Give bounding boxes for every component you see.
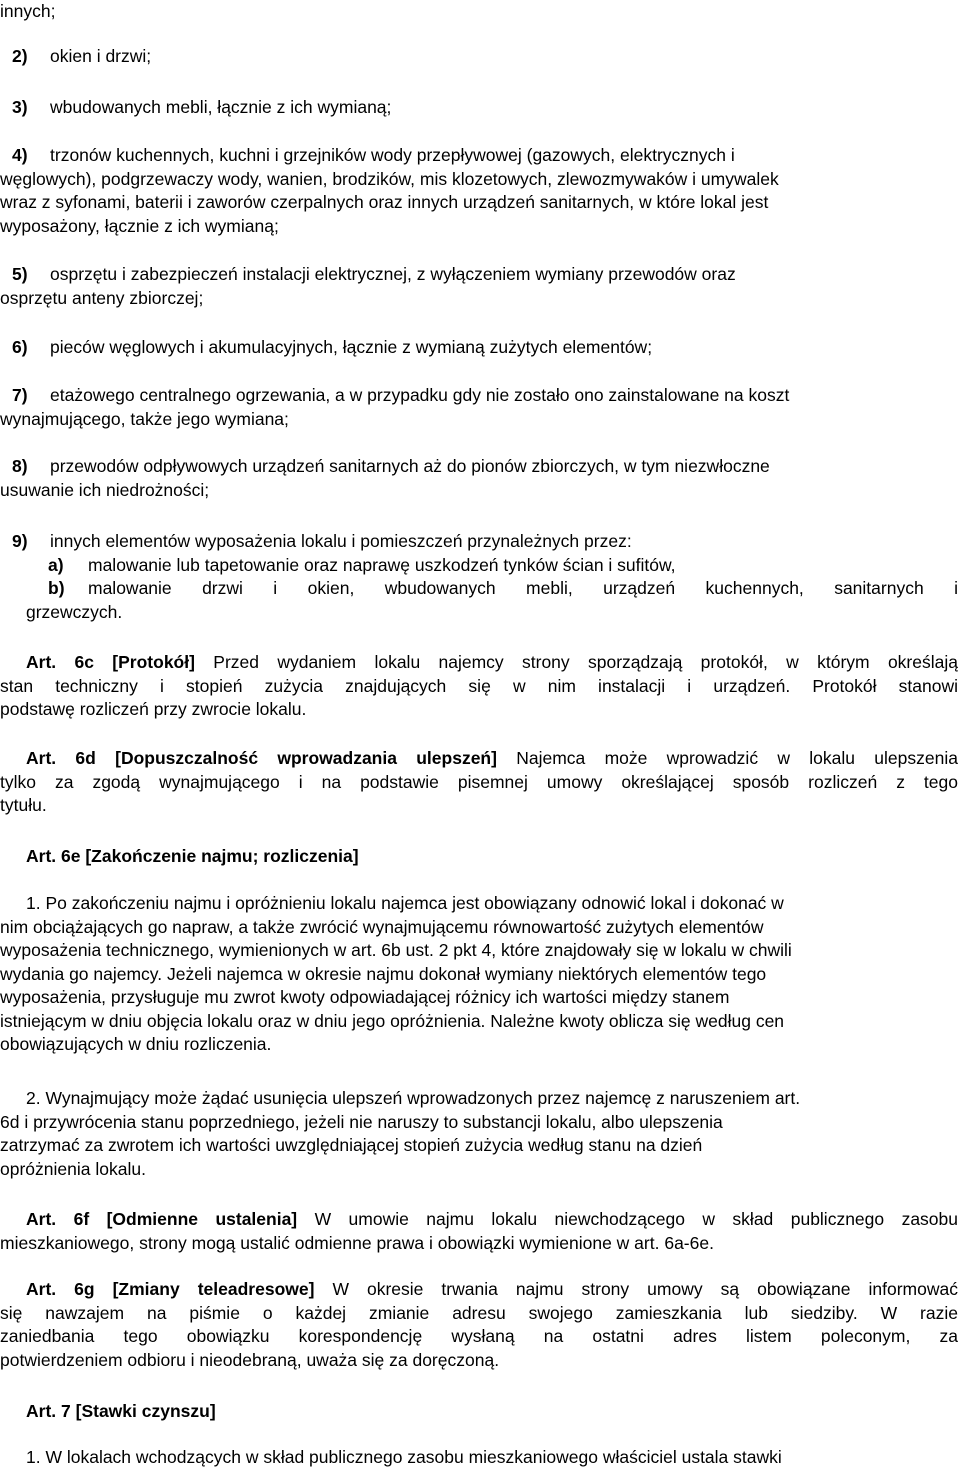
article-text: W umowie najmu lokalu niewchodzącego w skład publicznego zasobu <box>314 1209 958 1229</box>
list-item-2 <box>0 45 958 69</box>
article-number: 6d <box>75 748 96 768</box>
continuation-text <box>0 0 958 24</box>
article-label: Art. <box>26 1209 57 1229</box>
item-number: 7) <box>12 385 28 405</box>
article-6e <box>0 845 958 869</box>
item-number: 9) <box>12 531 28 551</box>
article-6g <box>0 1278 958 1372</box>
article-label: Art. <box>26 652 57 672</box>
paragraph-2 <box>0 1087 958 1181</box>
subitem-text: malowanie lub tapetowanie oraz naprawę uszkodzeń tynków ścian i sufitów, <box>88 554 676 575</box>
paragraph-text: 2. Wynajmujący może żądać usunięcia ulepszeń wprowadzonych przez najemcę z naruszeniem art. <box>26 1088 801 1108</box>
paragraph-text: zatrzymać za zwrotem ich wartości uwzględniającej stopień zużycia według stanu na dzień <box>0 1135 703 1155</box>
article-heading: [Odmienne ustalenia] <box>106 1209 298 1229</box>
paragraph-text: 1. W lokalach wchodzących w skład publicznego zasobu mieszkaniowego właściciel ustala stawki <box>26 1447 782 1467</box>
paragraph-text: obowiązujących w dniu rozliczenia. <box>0 1034 272 1054</box>
paragraph-3 <box>0 1446 958 1470</box>
article-heading: [Dopuszczalność wprowadzania ulepszeń] <box>115 748 497 768</box>
article-label: Art. <box>26 748 57 768</box>
item-text: pieców węglowych i akumulacyjnych, łącznie z wymianą zużytych elementów; <box>50 337 653 357</box>
subitem-label: b) <box>48 578 65 598</box>
paragraph-text: 1. Po zakończeniu najmu i opróżnieniu lokalu najemca jest obowiązany odnowić lokal i dokonać w <box>26 893 784 913</box>
article-heading: [Stawki czynszu] <box>75 1401 216 1421</box>
article-text: mieszkaniowego, strony mogą ustalić odmienne prawa i obowiązki wymienione w art. 6a-6e. <box>0 1232 714 1253</box>
paragraph-text: nim obciążających go napraw, a także zwrócić wynajmującemu równowartość zużytych elementów <box>0 916 764 937</box>
subitem-text: grzewczych. <box>26 601 123 622</box>
article-label: Art. <box>26 1279 57 1299</box>
list-item-8 <box>0 455 958 502</box>
article-heading: [Zakończenie najmu; rozliczenia] <box>85 846 359 866</box>
article-text: się nawzajem na piśmie o każdej zmianie adresu swojego zamieszkania lub siedziby. W razie <box>0 1302 958 1323</box>
article-7 <box>0 1400 958 1424</box>
list-item-4 <box>0 144 958 238</box>
article-text: podstawę rozliczeń przy zwrocie lokalu. <box>0 699 307 719</box>
item-text: etażowego centralnego ogrzewania, a w przypadku gdy nie zostało ono zainstalowane na koszt <box>50 385 790 405</box>
list-item-5 <box>0 263 958 310</box>
subitem-label: a) <box>48 554 64 575</box>
item-text: wynajmującego, także jego wymiana; <box>0 408 289 429</box>
article-number: 6f <box>73 1209 90 1229</box>
item-text: usuwanie ich niedrożności; <box>0 479 210 500</box>
article-number: 7 <box>61 1401 71 1421</box>
article-label: Art. <box>26 846 57 866</box>
item-number: 8) <box>12 456 28 476</box>
list-item-7 <box>0 384 958 431</box>
paragraph-1 <box>0 892 958 1057</box>
article-6f <box>0 1208 958 1255</box>
list-item-3 <box>0 96 958 120</box>
article-6c <box>0 651 958 722</box>
article-heading: [Protokół] <box>112 652 195 672</box>
item-text: węglowych), podgrzewaczy wody, wanien, brodzików, mis klozetowych, zlewozmywaków i umywalek <box>0 168 779 189</box>
item-text: innych elementów wyposażenia lokalu i pomieszczeń przynależnych przez: <box>50 531 632 551</box>
item-text: wbudowanych mebli, łącznie z ich wymianą; <box>50 97 392 117</box>
item-number: 6) <box>12 337 28 357</box>
article-text: Najemca może wprowadzić w lokalu ulepszenia <box>516 748 958 768</box>
article-6d <box>0 747 958 818</box>
paragraph-text: 6d i przywrócenia stanu poprzedniego, jeżeli nie naruszy to substancji lokalu, albo ulepszenia <box>0 1111 723 1132</box>
subitem-b <box>0 577 958 601</box>
article-text: W okresie trwania najmu strony umowy są obowiązane informować <box>332 1279 958 1299</box>
item-text: trzonów kuchennych, kuchni i grzejników wody przepływowej (gazowych, elektrycznych i <box>50 145 735 165</box>
article-number: 6c <box>74 652 94 672</box>
item-number: 2) <box>12 46 28 66</box>
item-number: 4) <box>12 145 28 165</box>
article-number: 6e <box>61 846 81 866</box>
text-line: innych; <box>0 1 56 21</box>
article-text: Przed wydaniem lokalu najemcy strony sporządzają protokół, w którym określają <box>213 652 958 672</box>
item-text: wraz z syfonami, baterii i zaworów czerpalnych oraz innych urządzeń sanitarnych, w które lokal jest <box>0 192 769 212</box>
paragraph-text: wyposażenia, przysługuje mu zwrot kwoty odpowiadającej różnicy ich wartości między stanem <box>0 987 730 1007</box>
item-number: 5) <box>12 264 28 284</box>
list-item-9 <box>0 530 958 624</box>
paragraph-text: istniejącym w dniu objęcia lokalu oraz w dniu jego opróżnienia. Należne kwoty oblicza się według cen <box>0 1010 785 1031</box>
item-text: przewodów odpływowych urządzeń sanitarnych aż do pionów zbiorczych, w tym niezwłoczne <box>50 456 770 476</box>
paragraph-text: wyposażenia technicznego, wymienionych w art. 6b ust. 2 pkt 4, które znajdowały się w lokalu w chwili <box>0 940 792 960</box>
item-text: osprzętu anteny zbiorczej; <box>0 287 204 308</box>
article-text: zaniedbania tego obowiązku korespondencję wysłaną na ostatni adres listem poleconym, za <box>0 1326 958 1346</box>
subitem-a <box>0 554 958 578</box>
subitem-text: malowanie drzwi i okien, wbudowanych mebli, urządzeń kuchennych, sanitarnych i <box>88 578 958 598</box>
article-heading: [Zmiany teleadresowe] <box>112 1279 315 1299</box>
article-number: 6g <box>74 1279 95 1299</box>
item-text: okien i drzwi; <box>50 46 152 66</box>
item-text: osprzętu i zabezpieczeń instalacji elektrycznej, z wyłączeniem wymiany przewodów oraz <box>50 264 736 284</box>
paragraph-text: wydania go najemcy. Jeżeli najemca w okresie najmu dokonał wymiany niektórych elementów tego <box>0 963 767 984</box>
article-text: stan techniczny i stopień zużycia znajdujących się w nim instalacji i urządzeń. Protokół stanowi <box>0 675 958 696</box>
article-text: tylko za zgodą wynajmującego i na podstawie pisemnej umowy określającej sposób rozliczeń z tego <box>0 771 958 792</box>
list-item-6 <box>0 336 958 360</box>
article-text: tytułu. <box>0 795 47 815</box>
item-number: 3) <box>12 97 28 117</box>
article-label: Art. <box>26 1401 57 1421</box>
paragraph-text: opróżnienia lokalu. <box>0 1158 146 1179</box>
article-text: potwierdzeniem odbioru i nieodebraną, uważa się za doręczoną. <box>0 1349 500 1370</box>
item-text: wyposażony, łącznie z ich wymianą; <box>0 215 279 236</box>
